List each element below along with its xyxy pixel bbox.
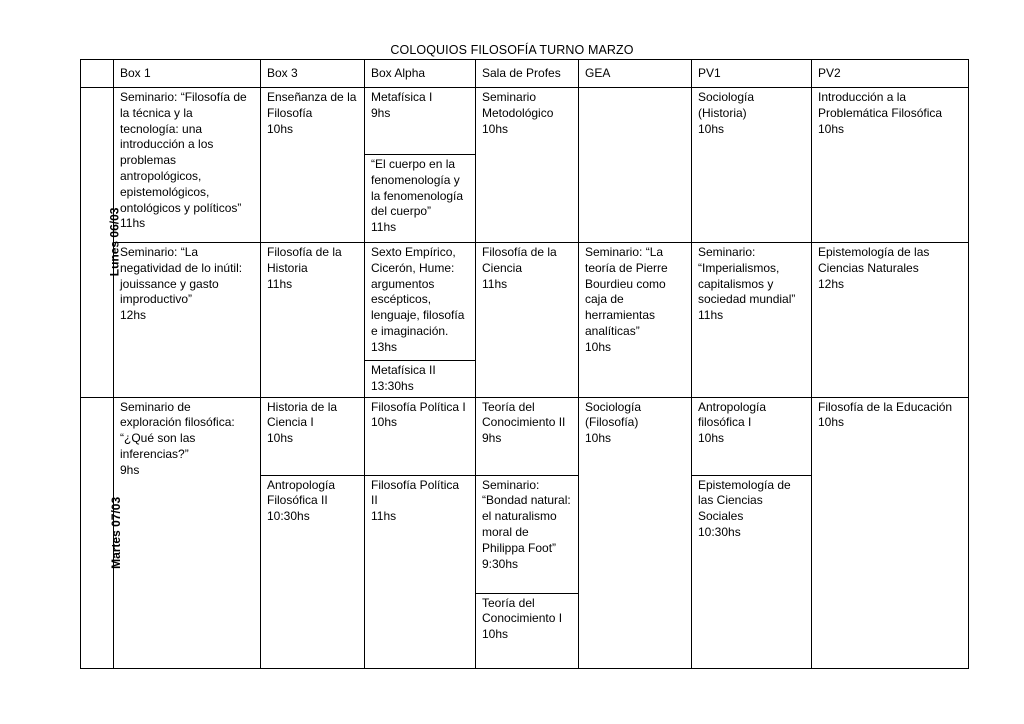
column-header-box-alpha: Box Alpha [365,60,476,88]
martes-slot-1-row [81,397,969,475]
entry-text: Seminario: “La negatividad de lo inútil: jouissance y gasto improductivo” 12hs [120,245,243,323]
day-label-lunes: Lunes 06/03 [107,207,122,277]
schedule-entry [261,475,365,668]
entry-text: Seminario: “Imperialismos, capitalismos y sociedad mundial” 11hs [698,245,796,323]
entry-text: Sociología (Historia) 10hs [698,90,755,136]
schedule-entry [812,88,969,243]
entry-text: Metafísica II 13:30hs [365,360,475,397]
entry-text: Seminario de exploración filosófica: “¿Qué son las inferencias?” 9hs [120,399,235,477]
column-header-box-1: Box 1 [114,60,261,88]
header-row [81,60,969,88]
entry-text: Introducción a la Problemática Filosófica 10hs [818,90,943,136]
schedule-entry [261,88,365,243]
schedule-entry [579,397,692,668]
lunes-slot-2-row [81,243,969,398]
entry-text: Filosofía Política II 11hs [371,477,460,524]
schedule-entry [114,243,261,398]
schedule-entry [692,475,812,668]
entry-text: Filosofía de la Ciencia 11hs [482,245,557,291]
lunes-slot-1-row [81,88,969,243]
corner-cell [81,60,114,88]
entry-text: Enseñanza de la Filosofía 10hs [267,90,357,136]
day-cell-martes [81,397,124,668]
schedule-entry [692,397,812,475]
entry-text: Filosofía de la Educación 10hs [818,399,953,430]
entry-text: Sexto Empírico, Cicerón, Hume: argumentos escépticos, lenguaje, filosofía e imaginación. 13hs [371,245,465,354]
column-header-pv2: PV2 [812,60,969,88]
schedule-entry [365,475,476,668]
schedule-entry [476,397,579,475]
schedule-entry [365,397,476,475]
entry-text: Antropología filosófica I 10hs [698,399,767,446]
schedule-entry [114,88,261,243]
split-cell [365,243,475,397]
schedule-entry-split [476,475,579,668]
column-header-gea: GEA [579,60,692,88]
schedule-entry [476,88,579,243]
schedule-entry [812,397,969,668]
entry-text: Epistemología de las Ciencias Sociales 10:30hs [698,477,791,539]
schedule-table [80,59,969,669]
entry-text: Seminario: “Bondad natural: el naturalismo moral de Philippa Foot” 9:30hs [482,477,571,571]
entry-text: Metafísica I 9hs [371,90,433,120]
entry-text: Antropología Filosófica II 10:30hs [267,477,336,524]
schedule-entry [579,88,692,243]
entry-text: Seminario: “La teoría de Pierre Bourdieu como caja de herramientas analíticas” 10hs [585,245,668,354]
entry-text: Teoría del Conocimiento I 10hs [476,593,578,664]
document-title: COLOQUIOS FILOSOFÍA TURNO MARZO [390,43,634,57]
schedule-entry-split [365,243,476,398]
column-header-pv1: PV1 [692,60,812,88]
entry-text: Teoría del Conocimiento II 9hs [482,399,566,446]
entry-text: Sociología (Filosofía) 10hs [585,399,642,446]
split-cell [365,88,475,238]
schedule-entry-split [365,88,476,243]
schedule-entry [261,243,365,398]
schedule-entry [812,243,969,398]
entry-text: Epistemología de las Ciencias Naturales 12hs [818,245,930,291]
entry-text: Seminario Metodológico 10hs [482,90,554,136]
schedule-entry [692,243,812,398]
schedule-entry [476,243,579,398]
day-cell-lunes [81,88,122,398]
entry-text: Historia de la Ciencia I 10hs [267,399,338,446]
entry-text: Filosofía de la Historia 11hs [267,245,342,291]
schedule-entry [114,397,261,668]
column-header-box-3: Box 3 [261,60,365,88]
column-header-sala-de-profes: Sala de Profes [476,60,579,88]
schedule-entry [261,397,365,475]
split-cell [476,476,578,664]
entry-text: Filosofía Política I 10hs [371,399,466,430]
entry-text: Seminario: “Filosofía de la técnica y la tecnología: una introducción a los problemas antropológicos, epistemológicos, ontológicos y políticos” 11hs [120,90,247,231]
entry-text: “El cuerpo en la fenomenología y la fenomenología del cuerpo” 11hs [365,154,475,238]
day-label-martes: Martes 07/03 [109,496,124,569]
schedule-entry [692,88,812,243]
schedule-entry [579,243,692,398]
